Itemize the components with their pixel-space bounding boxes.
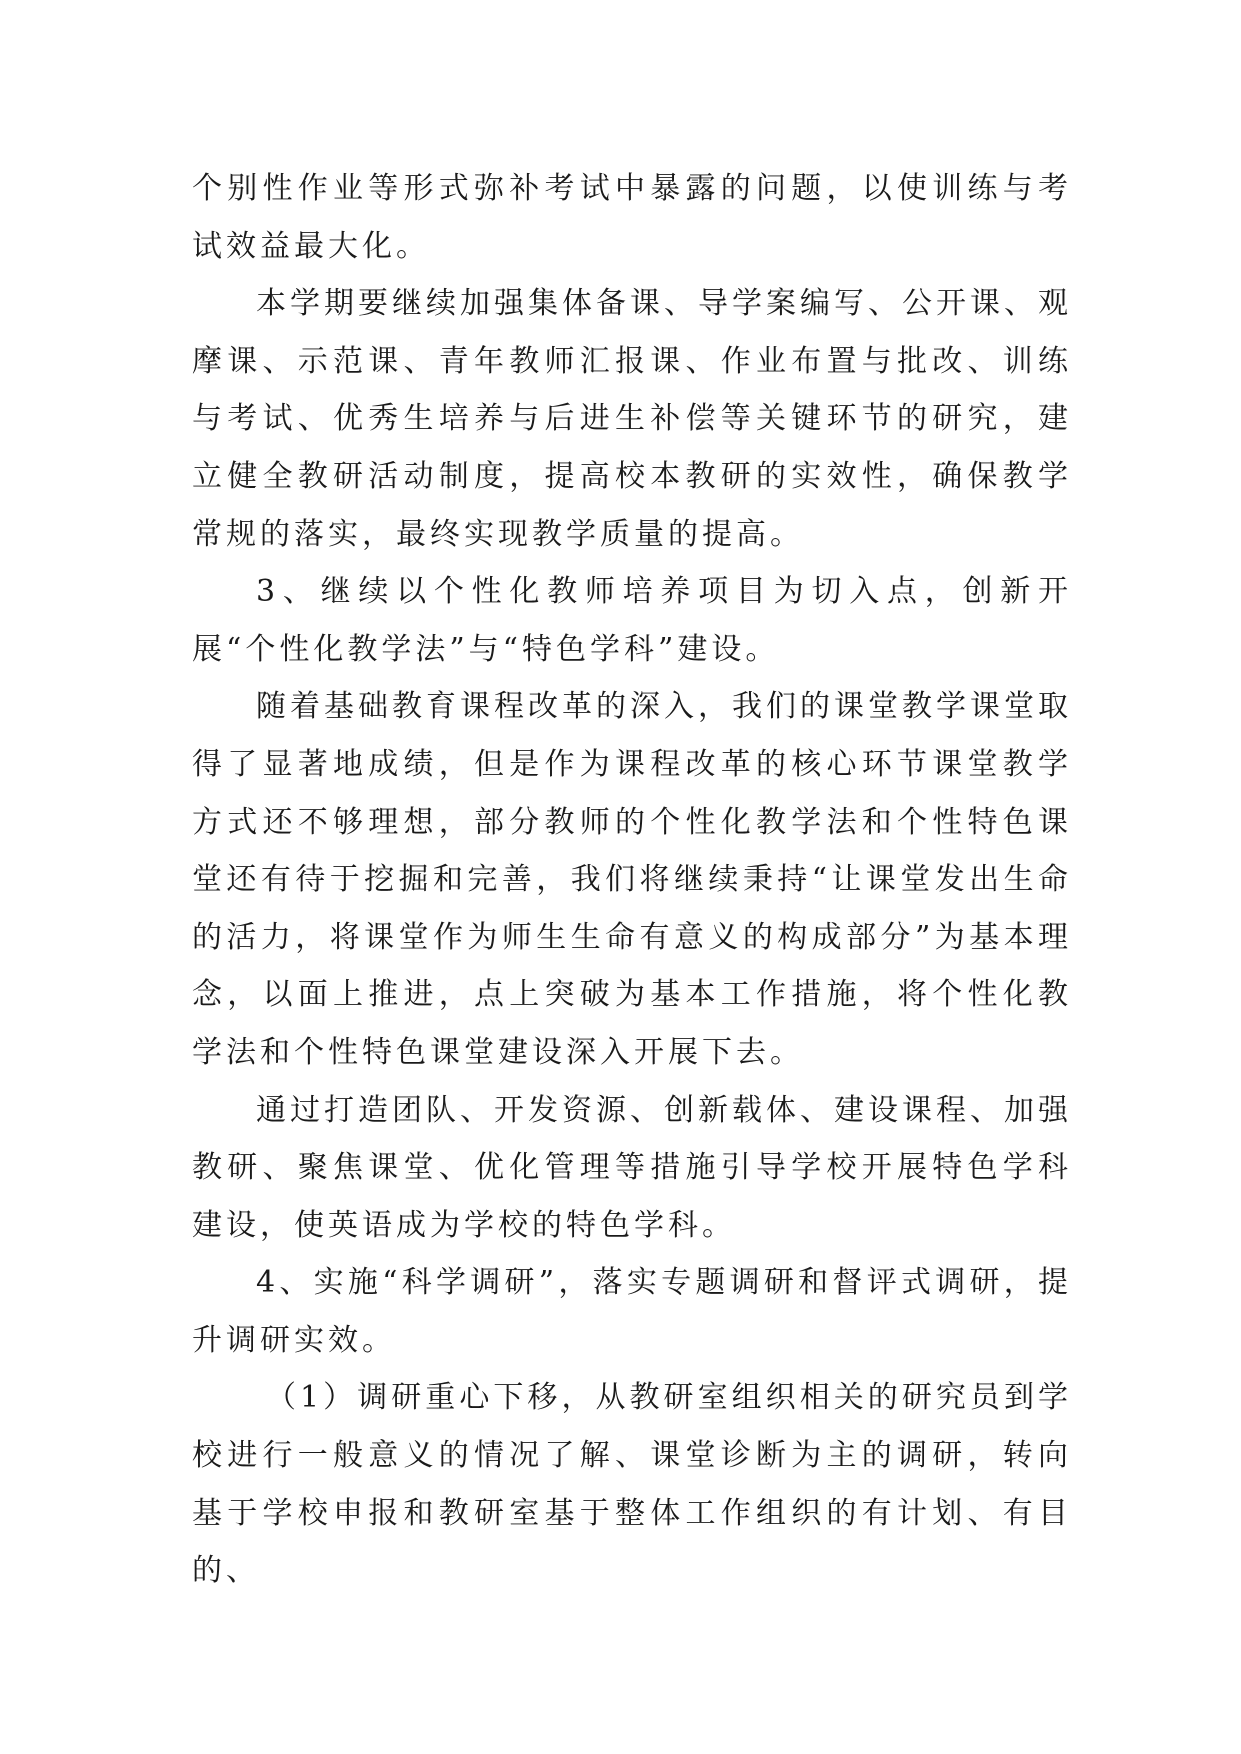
paragraph-7: （1）调研重心下移，从教研室组织相关的研究员到学校进行一般意义的情况了解、课堂诊断为主的调研，转向基于学校申报和教研室基于整体工作组织的有计划、有目的、 — [192, 1380, 1072, 1589]
paragraph-6: 4、实施“科学调研”，落实专题调研和督评式调研，提升调研实效。 — [192, 1265, 1072, 1358]
paragraph-1: 个别性作业等形式弥补考试中暴露的问题，以使训练与考试效益最大化。 — [192, 171, 1072, 264]
paragraph-5: 通过打造团队、开发资源、创新载体、建设课程、加强教研、聚焦课堂、优化管理等措施引导学校开展特色学科建设，使英语成为学校的特色学科。 — [192, 1092, 1072, 1243]
paragraph-2: 本学期要继续加强集体备课、导学案编写、公开课、观摩课、示范课、青年教师汇报课、作业布置与批改、训练与考试、优秀生培养与后进生补偿等关键环节的研究，建立健全教研活动制度，提高校本教研的实效性，确保教学常规的落实，最终实现教学质量的提高。 — [192, 286, 1072, 552]
paragraph-3: 3、继续以个性化教师培养项目为切入点，创新开展“个性化教学法”与“特色学科”建设。 — [192, 574, 1072, 667]
document-body — [192, 160, 1072, 1600]
paragraph-4: 随着基础教育课程改革的深入，我们的课堂教学课堂取得了显著地成绩，但是作为课程改革的核心环节课堂教学方式还不够理想，部分教师的个性化教学法和个性特色课堂还有待于挖掘和完善，我们将继续秉持“让课堂发出生命的活力，将课堂作为师生生命有意义的构成部分”为基本理念，以面上推进，点上突破为基本工作措施，将个性化教学法和个性特色课堂建设深入开展下去。 — [192, 689, 1072, 1070]
